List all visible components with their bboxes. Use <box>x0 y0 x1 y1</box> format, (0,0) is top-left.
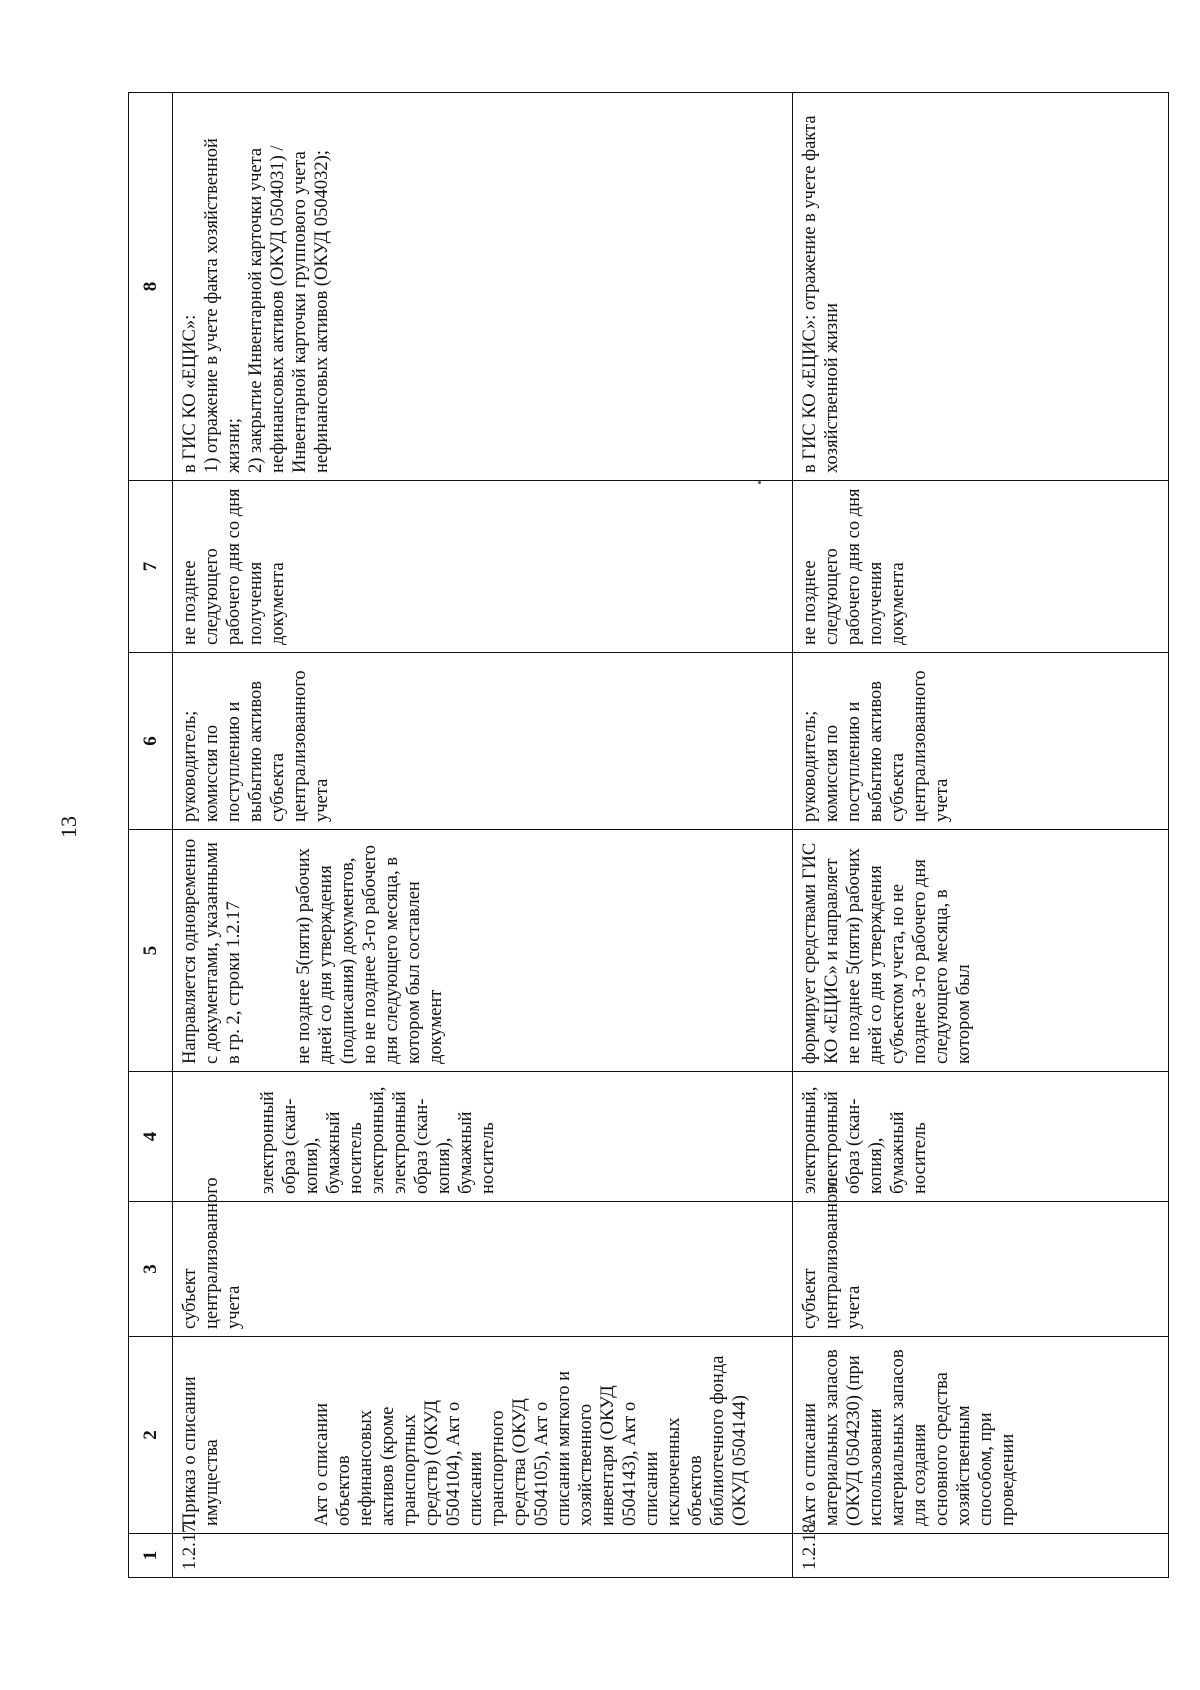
responsible-cell: руководитель; комиссия по поступлению и выбытию активов субъекта централизованного учета <box>173 653 793 830</box>
column-header-4: 4 <box>129 1072 173 1202</box>
column-header-5: 5 <box>129 830 173 1072</box>
column-header-2: 2 <box>129 1337 173 1534</box>
column-header-7: 7 <box>129 481 173 653</box>
format-cell <box>173 1072 793 1202</box>
result-cell: в ГИС КО «ЕЦИС»: 1) отражение в учете факта хозяйственной жизни; 2) закрытие Инвентарной карточки учета нефинансовых активов (ОКУД 0504031) / Инвентарной карточки группового учета нефинансовых активов (ОКУД 0504032); <box>173 93 793 481</box>
spacer <box>245 837 293 1064</box>
format-order: электронный образ (скан-копия), бумажный носитель <box>258 1091 366 1194</box>
table-row-1-2-17 <box>173 93 793 1578</box>
column-header-1: 1 <box>129 1534 173 1578</box>
column-header-8: 8 <box>129 93 173 481</box>
processing-deadline-cell: не позднее следующего рабочего дня со дня получения документа <box>793 481 1169 653</box>
row-number: 1.2.17. <box>173 1534 793 1578</box>
rotated-table-container <box>128 93 1168 1578</box>
format-cell: электронный, электронный образ (скан-копия), бумажный носитель <box>793 1072 1169 1202</box>
document-name-cell <box>173 1337 793 1534</box>
column-header-6: 6 <box>129 653 173 830</box>
scan-speck <box>758 481 761 484</box>
result-cell: в ГИС КО «ЕЦИС»: отражение в учете факта хозяйственной жизни <box>793 93 1169 481</box>
processing-deadline-cell: не позднее следующего рабочего дня со дня получения документа <box>173 481 793 653</box>
sender-cell: субъект централизованного учета <box>173 1202 793 1337</box>
row-number: 1.2.18. <box>793 1534 1169 1578</box>
document-name-cell: Акт о списании материальных запасов (ОКУД 0504230) (при использовании материальных запасов для создания основного средства хозяйственным способом, при проведении <box>793 1337 1169 1534</box>
deadline-cell <box>173 830 793 1072</box>
document-name-order: Приказ о списании имущества <box>180 1376 222 1526</box>
deadline-order: Направляется одновременно с документами, указанными в гр. 2, строки 1.2.17 <box>180 838 244 1064</box>
header-row <box>129 93 173 1578</box>
document-name-acts: Акт о списании объектов нефинансовых активов (кроме транспортных средств) (ОКУД 0504104), Акт о списании транспортного средства (ОКУД 0504105), Акт о списании мягкого и хозяйственного инвентаря (ОКУД 0504143), Акт о списании исключенных объектов библиотечного фонда (ОКУД 0504144) <box>312 1355 750 1526</box>
document-table <box>128 92 1169 1578</box>
deadline-acts: не позднее 5(пяти) рабочих дней со дня утверждения (подписания) документов, но не позднее 3-го рабочего дня следующего месяца, в котором был составлен документ <box>294 845 446 1064</box>
deadline-cell: формирует средствами ГИС КО «ЕЦИС» и направляет не позднее 5(пяти) рабочих дней со дня утверждения субъектом учета, но не позднее 3-го рабочего дня следующего месяца, в котором был <box>793 830 1169 1072</box>
spacer <box>223 1344 311 1526</box>
format-acts: электронный, электронный образ (скан-копия), бумажный носитель <box>368 1086 498 1194</box>
responsible-cell: руководитель; комиссия по поступлению и выбытию активов субъекта централизованного учета <box>793 653 1169 830</box>
page-number: 13 <box>56 816 81 838</box>
sender-cell: субъект централизованного учета <box>793 1202 1169 1337</box>
table-row-1-2-18 <box>793 93 1169 1578</box>
column-header-3: 3 <box>129 1202 173 1337</box>
